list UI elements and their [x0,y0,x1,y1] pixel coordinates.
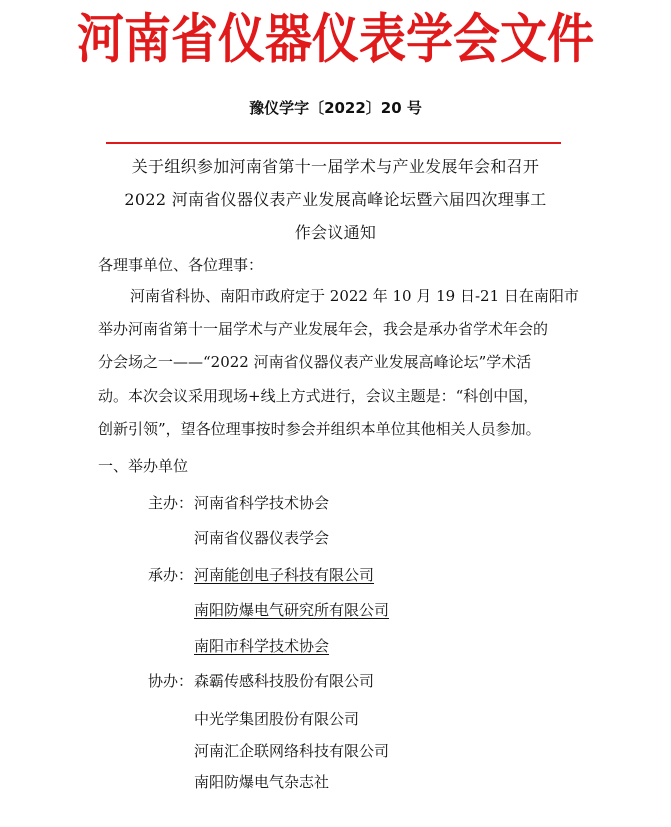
co-organizer-org: 中光学集团股份有限公司 [194,710,360,728]
notice-title [90,150,581,249]
document-number: 豫仪学字〔2022〕20 号 [249,99,422,117]
undertaker-org: 河南能创电子科技有限公司 [194,566,375,584]
undertaker-label: 承办： [148,566,194,584]
co-organizer-label: 协办： [148,672,194,690]
host-label: 主办： [148,494,194,512]
notice-title-line: 作会议通知 [294,223,377,242]
paragraph-line: 动。本次会议采用现场+线上方式进行，会议主题是：“科创中国， [98,387,539,405]
host-org: 河南省科学技术协会 [194,494,330,512]
section-heading: 一、举办单位 [98,457,189,475]
salutation: 各理事单位、各位理事： [98,256,264,274]
co-organizer-org: 森霸传感科技股份有限公司 [194,672,375,690]
paragraph-line: 举办河南省第十一届学术与产业发展年会，我会是承办省学术年会的 [98,320,549,338]
notice-title-line: 关于组织参加河南省第十一届学术与产业发展年会和召开 [131,157,540,176]
paragraph-line: 创新引领”，望各位理事按时参会并组织本单位其他相关人员参加。 [98,420,541,438]
undertaker-org: 南阳市科学技术协会 [194,637,330,655]
paragraph-line: 河南省科协、南阳市政府定于 2022 年 10 月 19 日-21 日在南阳市 [130,287,579,305]
red-divider-line [106,142,561,144]
host-org: 河南省仪器仪表学会 [194,529,330,547]
issuer-header-title: 河南省仪器仪表学会文件 [77,8,594,71]
co-organizer-org: 河南汇企联网络科技有限公司 [194,742,390,760]
paragraph-line: 分会场之一——“2022 河南省仪器仪表产业发展高峰论坛”学术活 [98,353,532,371]
notice-title-line: 2022 河南省仪器仪表产业发展高峰论坛暨六届四次理事工 [124,190,547,209]
co-organizer-org: 南阳防爆电气杂志社 [194,773,330,791]
undertaker-org: 南阳防爆电气研究所有限公司 [194,601,390,619]
